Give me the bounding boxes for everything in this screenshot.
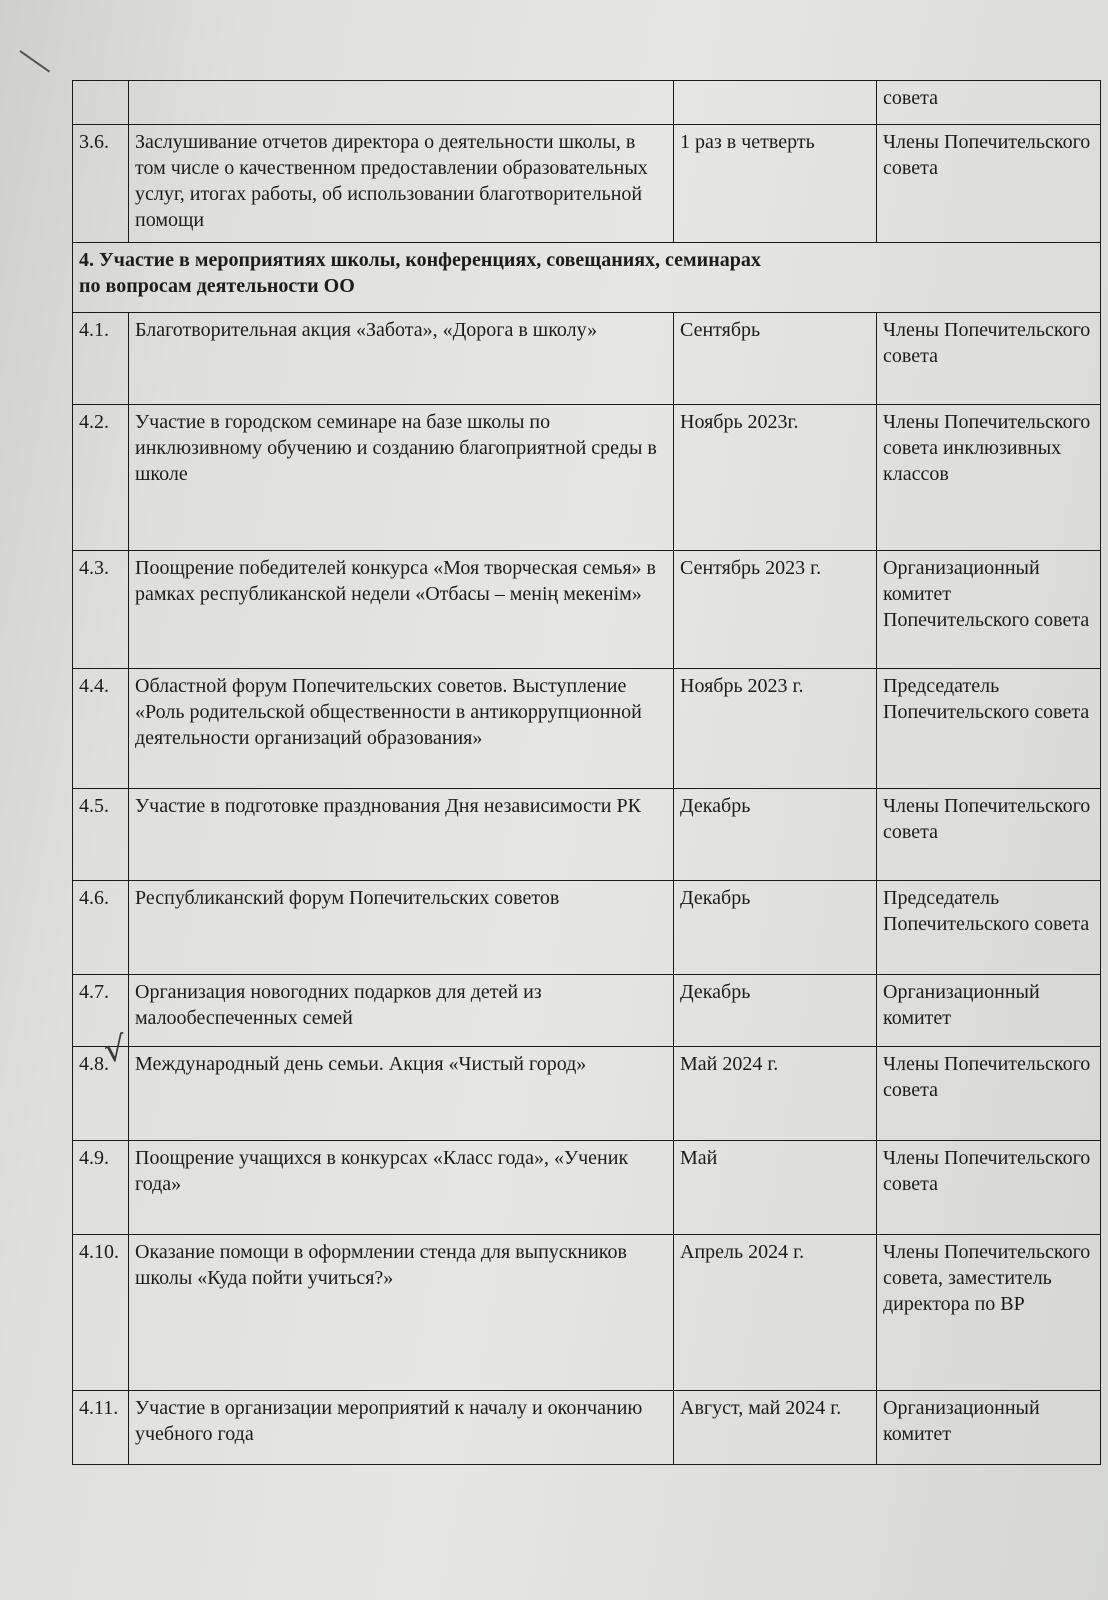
cell-num: 4.4.: [73, 669, 129, 789]
table-row: [73, 669, 1101, 789]
section-title-line2: по вопросам деятельности ОО: [79, 275, 355, 297]
cell-term: Апрель 2024 г.: [674, 1235, 877, 1391]
cell-resp: Члены Попечительского совета: [877, 1141, 1101, 1235]
table-row: [73, 881, 1101, 975]
section-title-line1: 4. Участие в мероприятиях школы, конференциях, совещаниях, семинарах: [79, 249, 761, 271]
cell-term: [674, 81, 877, 125]
cell-num: 4.1.: [73, 313, 129, 405]
cell-num: 3.6.: [73, 125, 129, 243]
handwritten-check-mark: √: [101, 1028, 129, 1072]
table-row: [73, 313, 1101, 405]
cell-num: 4.6.: [73, 881, 129, 975]
cell-desc: Международный день семьи. Акция «Чистый город»: [129, 1047, 674, 1141]
cell-term: Сентябрь: [674, 313, 877, 405]
table-row: [73, 1235, 1101, 1391]
cell-desc: Участие в подготовке празднования Дня независимости РК: [129, 789, 674, 881]
cell-num: 4.3.: [73, 551, 129, 669]
cell-resp: Члены Попечительского совета: [877, 125, 1101, 243]
cell-resp: Члены Попечительского совета, заместитель директора по ВР: [877, 1235, 1101, 1391]
cell-desc: Организация новогодних подарков для детей из малообеспеченных семей: [129, 975, 674, 1047]
cell-desc: Участие в городском семинаре на базе школы по инклюзивному обучению и созданию благоприятной среды в школе: [129, 405, 674, 551]
table-row: [73, 1141, 1101, 1235]
cell-desc: Заслушивание отчетов директора о деятельности школы, в том числе о качественном предоставлении образовательных услуг, итогах работы, об использовании благотворительной помощи: [129, 125, 674, 243]
table-row: [73, 1391, 1101, 1465]
cell-desc: Оказание помощи в оформлении стенда для выпускников школы «Куда пойти учиться?»: [129, 1235, 674, 1391]
cell-num: 4.9.: [73, 1141, 129, 1235]
cell-desc: Поощрение победителей конкурса «Моя творческая семья» в рамках республиканской недели «Отбасы – менің мекенім»: [129, 551, 674, 669]
cell-num: [73, 81, 129, 125]
table-row: [73, 125, 1101, 243]
page-corner-mark: [19, 50, 50, 72]
cell-term: Декабрь: [674, 975, 877, 1047]
cell-desc: Поощрение учащихся в конкурсах «Класс года», «Ученик года»: [129, 1141, 674, 1235]
cell-term: 1 раз в четверть: [674, 125, 877, 243]
cell-num: 4.2.: [73, 405, 129, 551]
cell-desc: Благотворительная акция «Забота», «Дорога в школу»: [129, 313, 674, 405]
table-row: [73, 81, 1101, 125]
cell-resp: Члены Попечительского совета: [877, 789, 1101, 881]
plan-table: [72, 80, 1101, 1465]
cell-resp: Организационный комитет: [877, 1391, 1101, 1465]
cell-desc: Областной форум Попечительских советов. Выступление «Роль родительской общественности в антикоррупционной деятельности организаций образования»: [129, 669, 674, 789]
cell-term: Ноябрь 2023 г.: [674, 669, 877, 789]
cell-num: 4.5.: [73, 789, 129, 881]
cell-num: 4.11.: [73, 1391, 129, 1465]
table-row: [73, 975, 1101, 1047]
cell-term: Декабрь: [674, 881, 877, 975]
cell-resp: Председатель Попечительского совета: [877, 669, 1101, 789]
cell-num: 4.7.: [73, 975, 129, 1047]
cell-resp: Организационный комитет Попечительского совета: [877, 551, 1101, 669]
cell-term: Декабрь: [674, 789, 877, 881]
cell-resp: совета: [877, 81, 1101, 125]
table-row: [73, 405, 1101, 551]
cell-term: Ноябрь 2023г.: [674, 405, 877, 551]
table-row: [73, 789, 1101, 881]
cell-num: 4.8.: [73, 1047, 129, 1141]
table-row: [73, 1047, 1101, 1141]
cell-term: Сентябрь 2023 г.: [674, 551, 877, 669]
section-heading-row: [73, 243, 1101, 313]
cell-term: Май 2024 г.: [674, 1047, 877, 1141]
table-row: [73, 551, 1101, 669]
cell-resp: Члены Попечительского совета: [877, 1047, 1101, 1141]
cell-desc: [129, 81, 674, 125]
cell-resp: Члены Попечительского совета инклюзивных классов: [877, 405, 1101, 551]
cell-resp: Организационный комитет: [877, 975, 1101, 1047]
cell-term: Май: [674, 1141, 877, 1235]
section-heading: [73, 243, 1101, 313]
cell-desc: Участие в организации мероприятий к началу и окончанию учебного года: [129, 1391, 674, 1465]
cell-term: Август, май 2024 г.: [674, 1391, 877, 1465]
cell-num: 4.10.: [73, 1235, 129, 1391]
cell-desc: Республиканский форум Попечительских советов: [129, 881, 674, 975]
cell-resp: Председатель Попечительского совета: [877, 881, 1101, 975]
cell-resp: Члены Попечительского совета: [877, 313, 1101, 405]
